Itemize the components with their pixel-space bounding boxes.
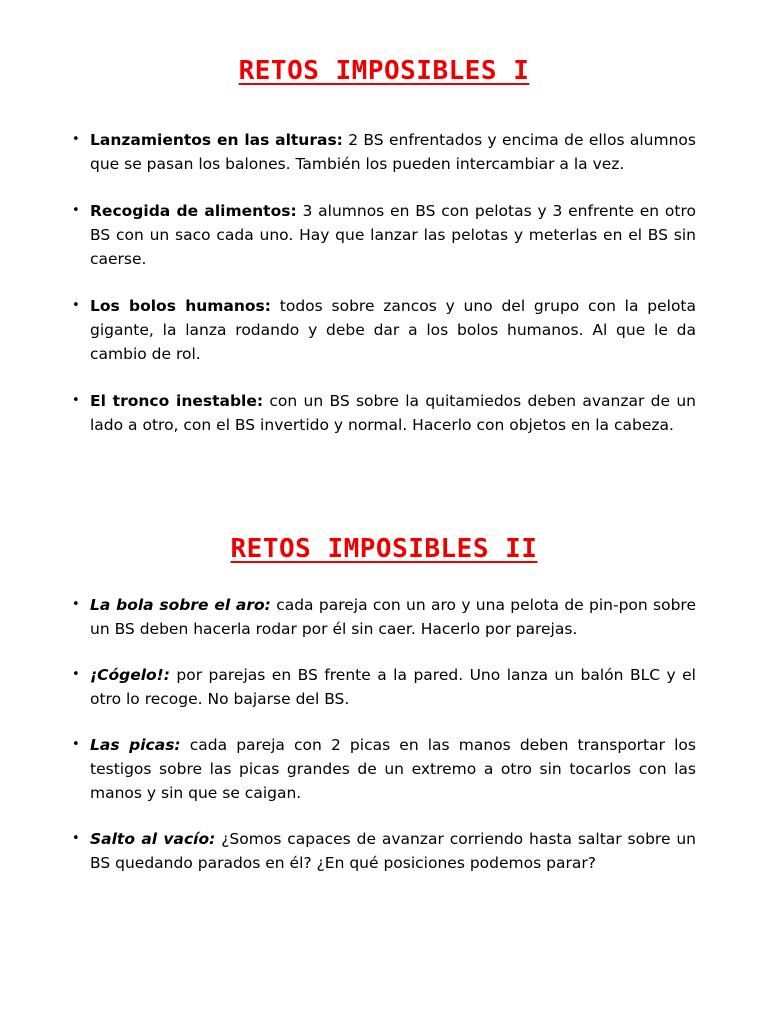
- item-description: con un BS sobre la quitamiedos deben avanzar de un lado a otro, con el BS invertido y normal. Hacerlo con objetos en la cabeza.: [90, 392, 697, 434]
- item-term: El tronco inestable:: [90, 392, 264, 410]
- bullet-icon: •: [72, 298, 80, 313]
- item-term: La bola sobre el aro:: [90, 596, 271, 614]
- item-description: cada pareja con un aro y una pelota de pin-pon sobre un BS deben hacerla rodar por él sin caer. Hacerlo por parejas.: [90, 596, 696, 638]
- item-term: Lanzamientos en las alturas:: [90, 131, 343, 149]
- item-description: ¿Somos capaces de avanzar corriendo hasta saltar sobre un BS quedando parados en él? ¿En qué posiciones podemos parar?: [90, 830, 697, 872]
- section-title-retos-imposibles-1: RETOS IMPOSIBLES I: [238, 56, 530, 86]
- list-item: [72, 733, 696, 805]
- bullet-icon: •: [72, 203, 80, 218]
- item-description: por parejas en BS frente a la pared. Uno lanza un balón BLC y el otro lo recoge. No bajarse del BS.: [90, 666, 696, 708]
- item-term: Salto al vacío:: [90, 830, 216, 848]
- bullet-icon: •: [72, 831, 80, 846]
- section-title-retos-imposibles-2: RETOS IMPOSIBLES II: [230, 534, 538, 564]
- challenge-list-1: [72, 128, 696, 460]
- list-item: [72, 663, 696, 711]
- item-description: cada pareja con 2 picas en las manos deben transportar los testigos sobre las picas grandes de un extremo a otro sin tocarlos con las manos y sin que se caigan.: [90, 736, 696, 802]
- item-term: ¡Cógelo!:: [90, 666, 170, 684]
- bullet-icon: •: [72, 393, 80, 408]
- item-description: todos sobre zancos y uno del grupo con la pelota gigante, la lanza rodando y debe dar a los bolos humanos. Al que le da cambio de rol.: [90, 297, 697, 363]
- list-item: [72, 389, 696, 437]
- list-item: [72, 128, 696, 176]
- item-description: 3 alumnos en BS con pelotas y 3 enfrente en otro BS con un saco cada uno. Hay que lanzar las pelotas y meterlas en el BS sin caerse.: [90, 202, 696, 268]
- bullet-icon: •: [72, 667, 80, 682]
- bullet-icon: •: [72, 132, 80, 147]
- item-term: Las picas:: [90, 736, 181, 754]
- list-item: [72, 199, 696, 271]
- list-item: [72, 827, 696, 875]
- bullet-icon: •: [72, 597, 80, 612]
- item-term: Recogida de alimentos:: [90, 202, 297, 220]
- list-item: [72, 593, 696, 641]
- challenge-list-2: [72, 593, 696, 897]
- item-description: 2 BS enfrentados y encima de ellos alumnos que se pasan los balones. También los pueden intercambiar a la vez.: [90, 131, 696, 173]
- item-term: Los bolos humanos:: [90, 297, 271, 315]
- list-item: [72, 294, 696, 366]
- bullet-icon: •: [72, 737, 80, 752]
